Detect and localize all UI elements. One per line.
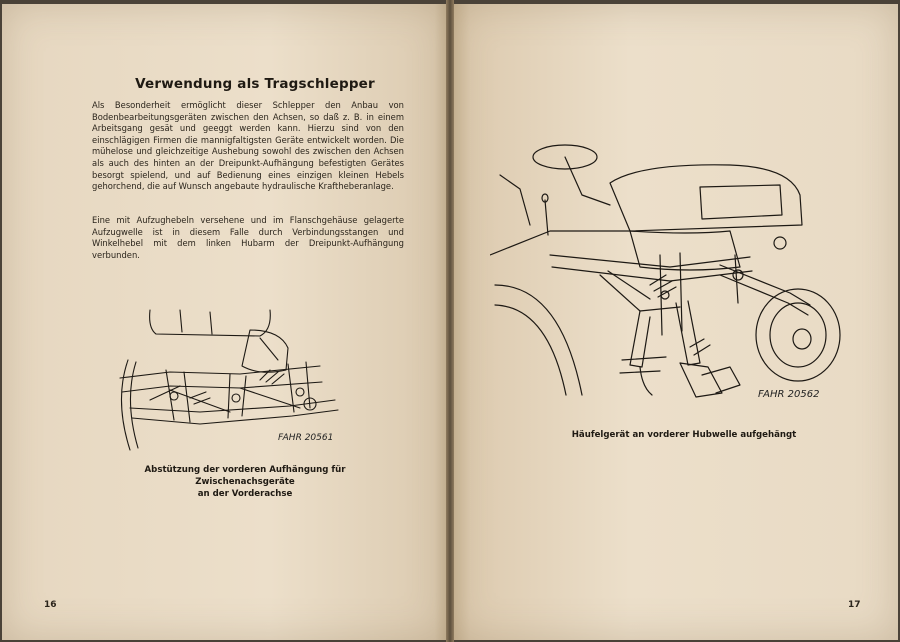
figure-caption-left [98,464,392,500]
figure-caption-right: Häufelgerät an vorderer Hubwelle aufgehängt [571,430,797,440]
caption-left-line-2: an der Vorderachse [197,489,293,499]
caption-left-line-1: Abstützung der vorderen Aufhängung für Zwischenachsgeräte [144,465,346,487]
body-paragraph-2: Eine mit Aufzughebeln versehene und im Flanschgehäuse gelagerte Aufzugwelle ist in diesem Falle durch Verbindungsstangen und Winkelhebel mit dem linken Hubarm der Dreipunkt-Aufhängung verbunden. [92,215,404,260]
page-number-left: 16 [44,600,57,610]
body-paragraph-1: Als Besonderheit ermöglicht dieser Schlepper den Anbau von Bodenbearbeitungsgeräten zwischen den Achsen, so daß z. B. in einem Arbeitsgang gesät und geeggt werden kann. Hierzu sind von den einschlägigen Firmen die mannigfaltigsten Geräte entwickelt worden. Die mühelose und gleichzeitige Aushebung sowohl des zwischen den Achsen als auch des hinten an der Dreipunkt-Aufhängung befestigten Gerätes besorgt spielend, und auf Bedienung eines einzigen kleinen Hebels gehorchend, die auf Wunsch angebaute hydraulische Kraftheberanlage. [92,100,404,192]
figure-code-left: FAHR 20561 [278,433,334,443]
section-title: Verwendung als Tragschlepper [135,76,375,92]
page-number-right: 17 [848,600,861,610]
book-gutter [446,0,454,642]
figure-code-right: FAHR 20562 [758,389,820,400]
front-suspension-illustration [110,300,350,460]
ridger-implement-illustration [490,135,850,415]
